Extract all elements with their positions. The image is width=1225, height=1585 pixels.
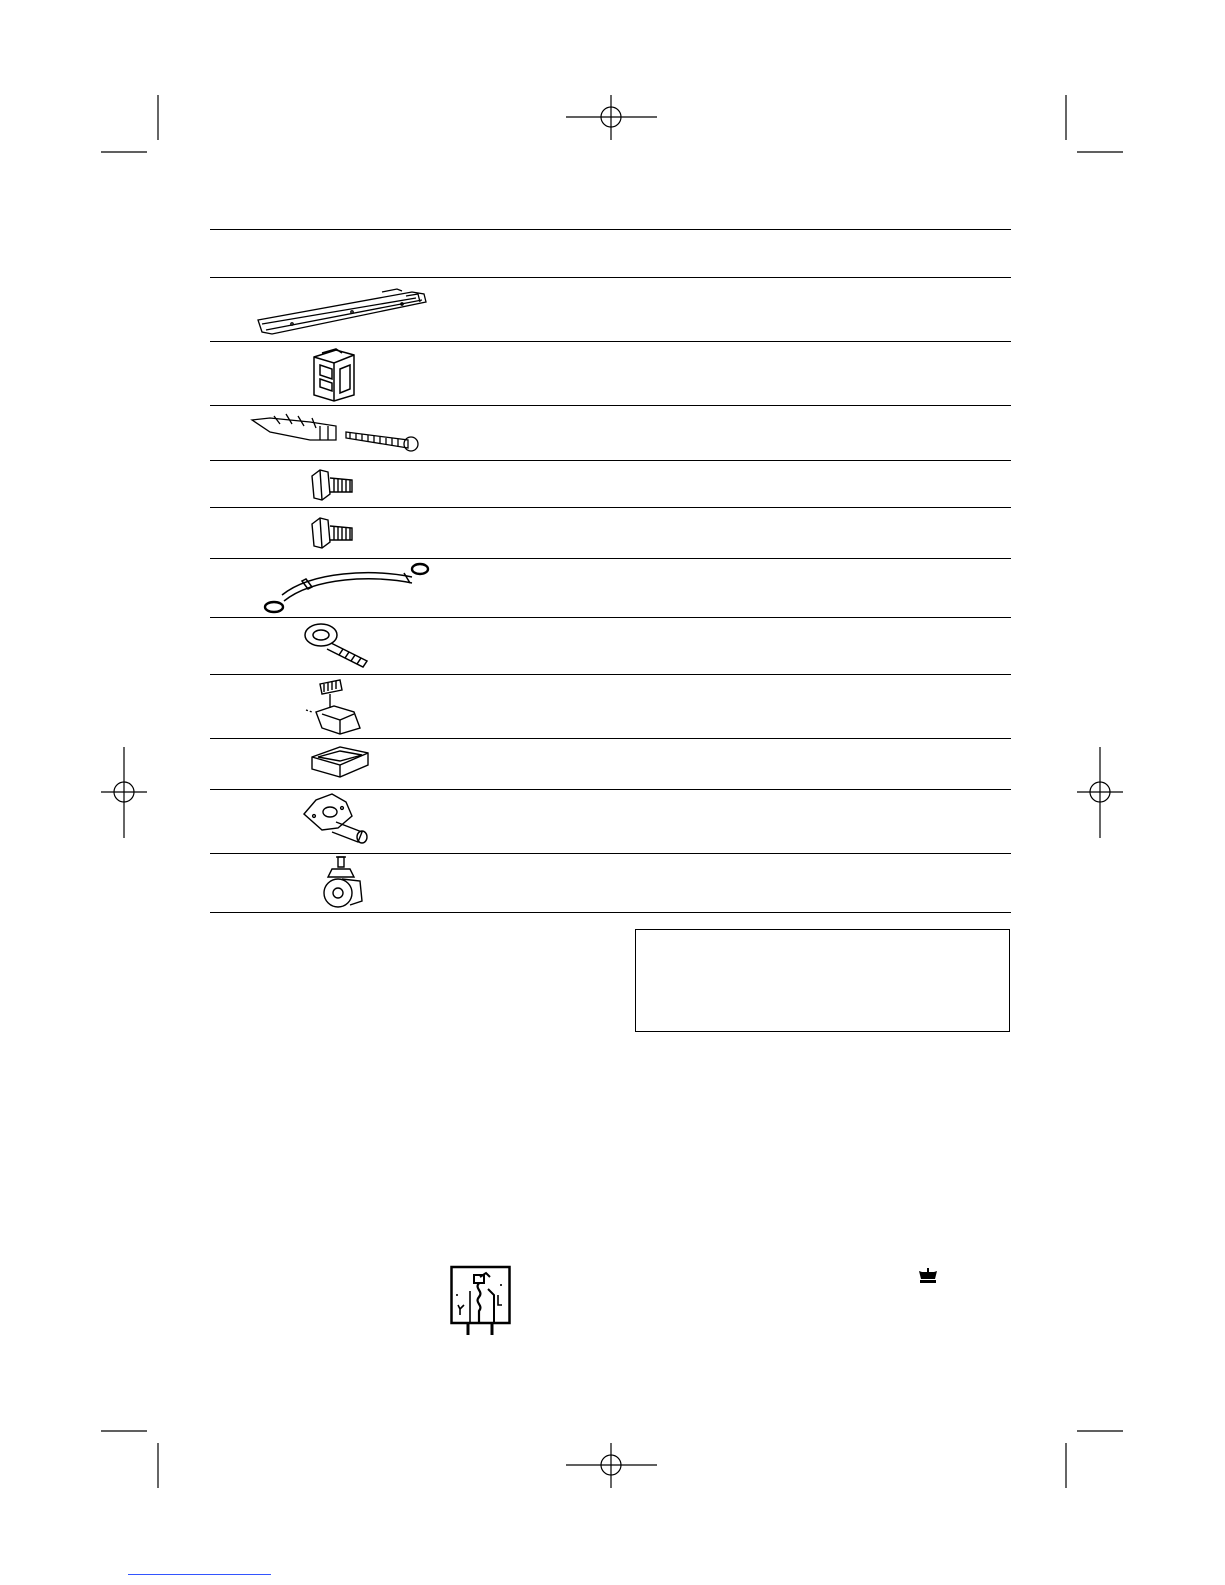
table-rule: [210, 341, 1011, 342]
table-rule: [210, 507, 1011, 508]
table-rule: [210, 738, 1011, 739]
table-rule: [210, 617, 1011, 618]
plate-bolt-icon: [302, 792, 372, 850]
tray-icon: [310, 743, 372, 781]
hex-bolt-icon: [310, 468, 356, 502]
table-rule: [210, 789, 1011, 790]
hex-bolt-icon: [310, 516, 356, 550]
notice-box: [635, 929, 1010, 1032]
table-rule-top: [210, 229, 1011, 230]
tether-strap-icon: [262, 559, 432, 617]
bracket-clip-icon: [306, 345, 364, 403]
eye-bolt-icon: [303, 621, 375, 671]
table-rule: [210, 460, 1011, 461]
wall-anchor-screw-icon: [250, 410, 422, 456]
caster-wheel-icon: [320, 855, 370, 913]
table-rule-header: [210, 277, 1011, 278]
thermostat-dial-icon: [450, 1265, 512, 1335]
crown-symbol-icon: [918, 1268, 938, 1284]
table-rule: [210, 405, 1011, 406]
table-rule: [210, 853, 1011, 854]
footer-link-underline: [128, 1574, 271, 1575]
slide-rail-icon: [252, 282, 430, 340]
hinge-clamp-icon: [304, 678, 366, 736]
table-rule: [210, 674, 1011, 675]
